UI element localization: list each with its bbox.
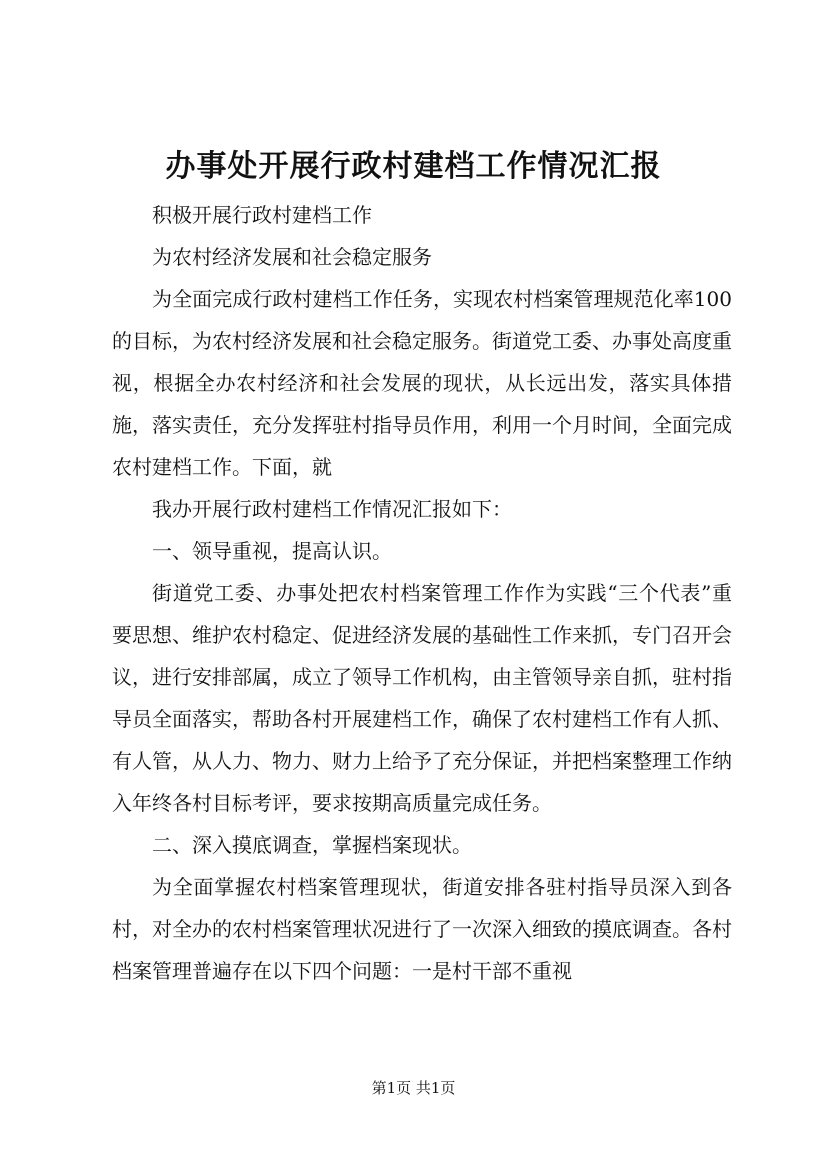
paragraph-section-1: 街道党工委、办事处把农村档案管理工作作为实践“三个代表”重要思想、维护农村稳定、促进经济发展的基础性工作来抓，专门召开会议，进行安排部属，成立了领导工作机构，由主管领导亲自抓，驻村指导员全面落实，帮助各村开展建档工作，确保了农村建档工作有人抓、有人管，从人力、物力、财力上给予了充分保证，并把档案整理工作纳入年终各村目标考评，要求按期高质量完成任务。 <box>112 581 732 815</box>
document-title: 办事处开展行政村建档工作情况汇报 <box>165 149 662 184</box>
paragraph-intro: 为全面完成行政村建档工作任务，实现农村档案管理规范化率100的目标，为农村经济发展和社会稳定服务。街道党工委、办事处高度重视，根据全办农村经济和社会发展的现状，从长远出发，落实具体措施，落实责任，充分发挥驻村指导员作用，利用一个月时间，全面完成农村建档工作。下面，就 <box>112 287 732 479</box>
page-footer: 第1页 共1页 <box>371 1079 456 1097</box>
paragraph-subtitle-2: 为农村经济发展和社会稳定服务 <box>152 245 432 269</box>
paragraph-subtitle-1: 积极开展行政村建档工作 <box>152 203 372 227</box>
document-body <box>112 194 732 992</box>
paragraph-section-2: 为全面掌握农村档案管理现状，街道安排各驻村指导员深入到各村，对全办的农村档案管理状况进行了一次深入细致的摸底调查。各村档案管理普遍存在以下四个问题：一是村干部不重视 <box>112 875 732 983</box>
section-heading-1: 一、领导重视，提高认识。 <box>152 539 392 563</box>
paragraph-report-lead: 我办开展行政村建档工作情况汇报如下： <box>152 497 512 521</box>
section-heading-2: 二、深入摸底调查，掌握档案现状。 <box>152 833 472 857</box>
